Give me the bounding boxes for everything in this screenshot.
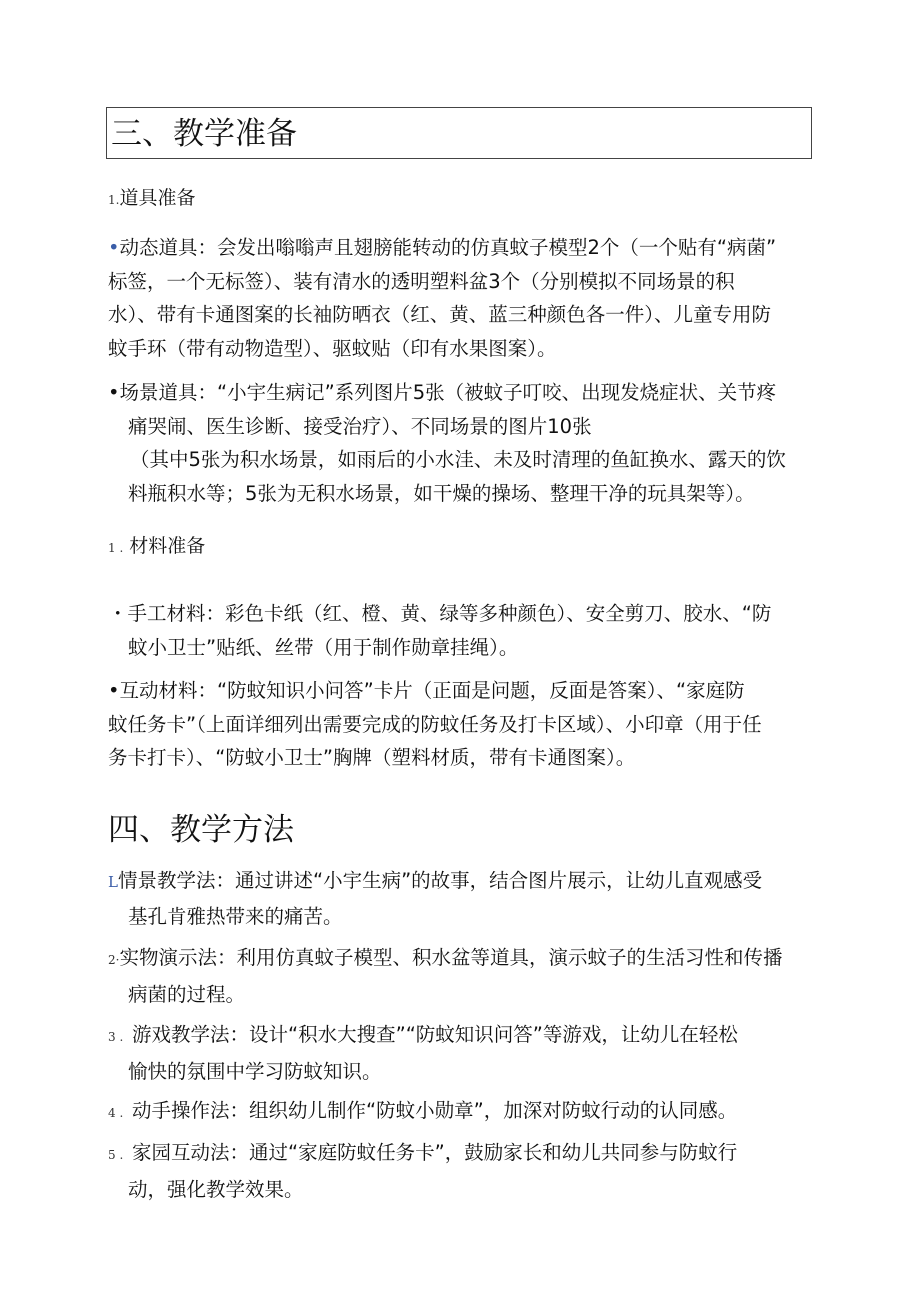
dynamic-props-line: 标签，一个无标签）、装有清水的透明塑料盆3个（分别模拟不同场景的积 (108, 269, 735, 293)
craft-materials-line: ・手工材料：彩色卡纸（红、橙、黄、绿等多种颜色）、安全剪刀、胶水、“防 (108, 602, 772, 625)
scene-props-line: （其中5张为积水场景，如雨后的小水洼、未及时清理的鱼缸换水、露天的饮 (130, 448, 786, 471)
section-3-heading-box (106, 107, 812, 159)
dynamic-props-line: 蚊手环（带有动物造型）、驱蚊贴（印有水果图案）。 (108, 336, 557, 360)
method-item-3: 3 . 游戏教学法：设计“积水大搜查”“防蚊知识问答”等游戏，让幼儿在轻松 愉快的氛围中学习防蚊知识。 (108, 1023, 738, 1083)
scene-props-line: 痛哭闹、医生诊断、接受治疗）、不同场景的图片10张 (128, 414, 592, 438)
dynamic-props-paragraph (108, 231, 820, 365)
bullet-dot: • (108, 236, 120, 259)
item-marker: 5 . (108, 1148, 124, 1162)
scene-props-line: •场景道具：“小宇生病记”系列图片5张（被蚊子叮咬、出现发烧症状、关节疼 (108, 381, 777, 404)
method-item-5: 5 . 家园互动法：通过“家庭防蚊任务卡”，鼓励家长和幼儿共同参与防蚊行 动，强化教学效果。 (108, 1141, 738, 1201)
interactive-materials-line: 务卡打卡）、“防蚊小卫士”胸牌（塑料材质，带有卡通图案）。 (108, 746, 636, 769)
method-item-4: 4 . 动手操作法：组织幼儿制作“防蚊小勋章”，加深对防蚊行动的认同感。 (108, 1094, 820, 1131)
materials-marker: 1 . (108, 541, 124, 555)
method-item-2: 2·实物演示法：利用仿真蚊子模型、积水盆等道具，演示蚊子的生活习性和传播 病菌的过程。 (108, 946, 783, 1006)
method-item-1: L情景教学法：通过讲述“小宇生病”的故事，结合图片展示，让幼儿直观感受 基孔肯雅热带来的痛苦。 (108, 869, 763, 928)
dynamic-props-line: •动态道具：会发出嗡嗡声且翅膀能转动的仿真蚊子模型2个（一个贴有“病菌” (108, 236, 777, 259)
bullet-dot: • (108, 679, 120, 702)
interactive-materials-line: •互动材料：“防蚊知识小问答”卡片（正面是问题，反面是答案）、“家庭防 (108, 679, 745, 702)
item-marker: L (108, 873, 118, 891)
dynamic-props-line: 水）、带有卡通图案的长袖防晒衣（红、黄、蓝三种颜色各一件）、儿童专用防 (108, 303, 772, 326)
craft-materials-line: 蚊小卫士”贴纸、丝带（用于制作勋章挂绳）。 (128, 635, 519, 659)
section-3-title: 三、教学准备 (111, 116, 297, 152)
props-subheading (108, 185, 195, 213)
interactive-materials-line: 蚊任务卡”（上面详细列出需要完成的防蚊任务及打卡区域）、小印章（用于任 (108, 712, 762, 736)
materials-subheading (108, 533, 205, 561)
section-4-title: 四、教学方法 (108, 812, 294, 848)
scene-props-line: 料瓶积水等；5张为无积水场景，如干燥的操场、整理干净的玩具架等）。 (128, 481, 755, 505)
item-marker: 2· (108, 953, 120, 967)
bullet-dot: ・ (108, 602, 128, 625)
item-marker: 4 . (108, 1106, 124, 1120)
item-marker: 3 . (108, 1030, 124, 1044)
bullet-dot: • (108, 381, 120, 404)
props-marker: 1. (108, 193, 120, 207)
interactive-materials-paragraph (108, 674, 820, 775)
materials-heading: 材料准备 (129, 535, 206, 557)
props-heading: 道具准备 (119, 187, 196, 209)
scene-props-paragraph (108, 376, 820, 510)
craft-materials-paragraph (108, 597, 820, 664)
